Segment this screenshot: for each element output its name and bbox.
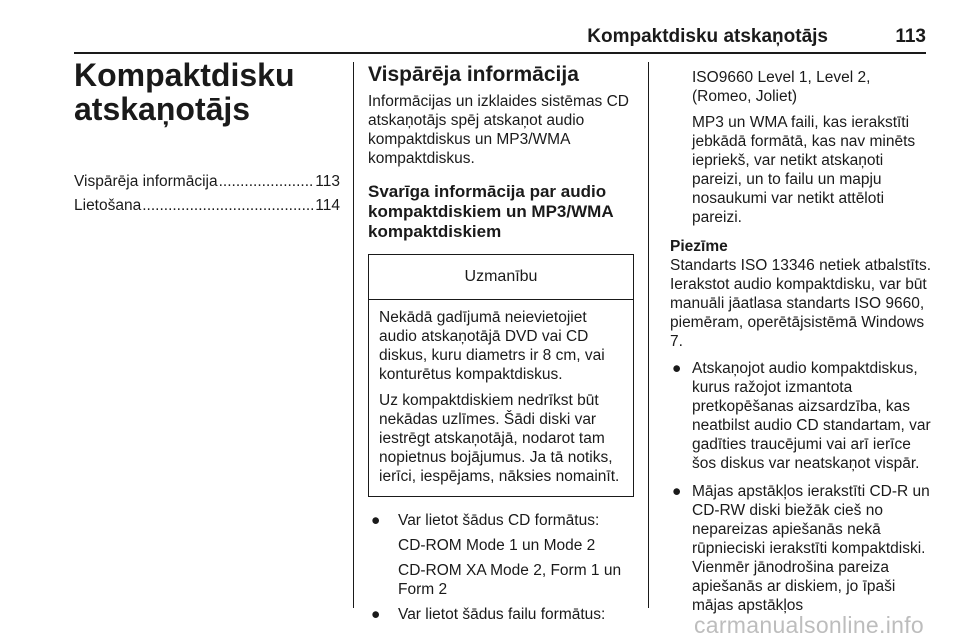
chapter-column bbox=[74, 58, 340, 220]
column-divider-1 bbox=[353, 62, 354, 608]
list-item bbox=[368, 605, 634, 624]
mp3-wma-note: MP3 un WMA faili, kas ierakstīti jebkādā formātā, kas nav minēts iepriekš, var netikt atskaņoti pareizi, un to failu un mapju nosaukumi var netikt attēloti pareizi. bbox=[692, 114, 916, 226]
caution-box bbox=[368, 254, 634, 497]
list-item-text: Var lietot šādus CD formātus: bbox=[398, 512, 600, 529]
note-title: Piezīme bbox=[670, 238, 728, 255]
bullet-icon: ● bbox=[672, 360, 682, 377]
page-header bbox=[74, 26, 926, 48]
list-item bbox=[368, 511, 634, 530]
main-column bbox=[368, 62, 634, 630]
iso-levels-text: ISO9660 Level 1, Level 2, (Romeo, Joliet) bbox=[692, 69, 871, 105]
cd-format-item: CD-ROM Mode 1 un Mode 2 bbox=[398, 537, 596, 554]
format-list bbox=[368, 511, 634, 530]
page-number: 113 bbox=[895, 26, 926, 47]
caution-title: Uzmanību bbox=[369, 255, 633, 300]
running-title: Kompaktdisku atskaņotājs bbox=[587, 26, 828, 47]
cd-format-item: CD-ROM XA Mode 2, Form 1 un Form 2 bbox=[398, 562, 622, 598]
note-body: Standarts ISO 13346 netiek atbalstīts. Ierakstot audio kompaktdisku, var būt manuāli jāatlasa standarts ISO 9660, piemēram, operētājsistēmā Windows 7. bbox=[670, 257, 932, 350]
toc-label: Lietošana bbox=[74, 197, 142, 214]
list-item-text: Var lietot šādus failu formātus: bbox=[398, 606, 606, 623]
toc-page-number: 113 bbox=[315, 173, 340, 190]
section-title: Vispārēja informācija bbox=[368, 63, 579, 86]
toc-entry-general-info[interactable] bbox=[74, 172, 340, 192]
toc-label: Vispārēja informācija bbox=[74, 173, 218, 190]
list-item-text: Atskaņojot audio kompaktdiskus, kurus ražojot izmantota pretkopēšanas aizsardzība, kas neatbilst audio CD standartam, var gadīties traucējumi vai arī ierīce šos diskus var neatskaņot vispār. bbox=[692, 360, 931, 472]
caution-paragraph: Uz kompaktdiskiem nedrīkst būt nekādas uzlīmes. Šādi diski var iestrēgt atskaņotājā, nodarot tam nopietnus bojājumus. Ja tā notiks, ierīci, iespējams, nāksies nomainīt. bbox=[379, 392, 620, 485]
chapter-title: Kompaktdisku atskaņotājs bbox=[74, 57, 295, 127]
bullet-icon: ● bbox=[672, 483, 682, 500]
header-rule bbox=[74, 52, 926, 54]
toc-leader-dots bbox=[219, 172, 315, 192]
disc-warnings-list bbox=[670, 359, 932, 615]
caution-paragraph: Nekādā gadījumā neievietojiet audio atskaņotājā DVD vai CD diskus, kuru diametrs ir 8 cm, vai konturētus kompaktdiskus. bbox=[379, 309, 605, 383]
list-item-text: Mājas apstākļos ierakstīti CD-R un CD-RW diski biežāk cieš no nepareizas apiešanās nekā rūpnieciski ierakstīti kompaktdiski. Vienmēr jānodrošina pareiza apiešanās ar diskiem, jo īpaši mājas apstākļos bbox=[692, 483, 930, 614]
toc-leader-dots bbox=[142, 196, 314, 216]
bullet-icon: ● bbox=[371, 512, 381, 529]
right-column bbox=[670, 68, 932, 624]
file-format-list bbox=[368, 605, 634, 624]
column-divider-2 bbox=[648, 62, 649, 608]
intro-paragraph: Informācijas un izklaides sistēmas CD atskaņotājs spēj atskaņot audio kompaktdiskus un MP3/WMA kompaktdiskus. bbox=[368, 93, 630, 167]
list-item bbox=[670, 359, 932, 473]
toc-entry-usage[interactable] bbox=[74, 196, 340, 216]
caution-body bbox=[369, 300, 633, 496]
list-item bbox=[670, 482, 932, 615]
site-watermark: carmanualsonline.info bbox=[693, 612, 924, 638]
toc-page-number: 114 bbox=[315, 197, 340, 214]
subsection-title: Svarīga informācija par audio kompaktdiskiem un MP3/WMA kompaktdiskiem bbox=[368, 182, 613, 241]
bullet-icon: ● bbox=[371, 606, 381, 623]
